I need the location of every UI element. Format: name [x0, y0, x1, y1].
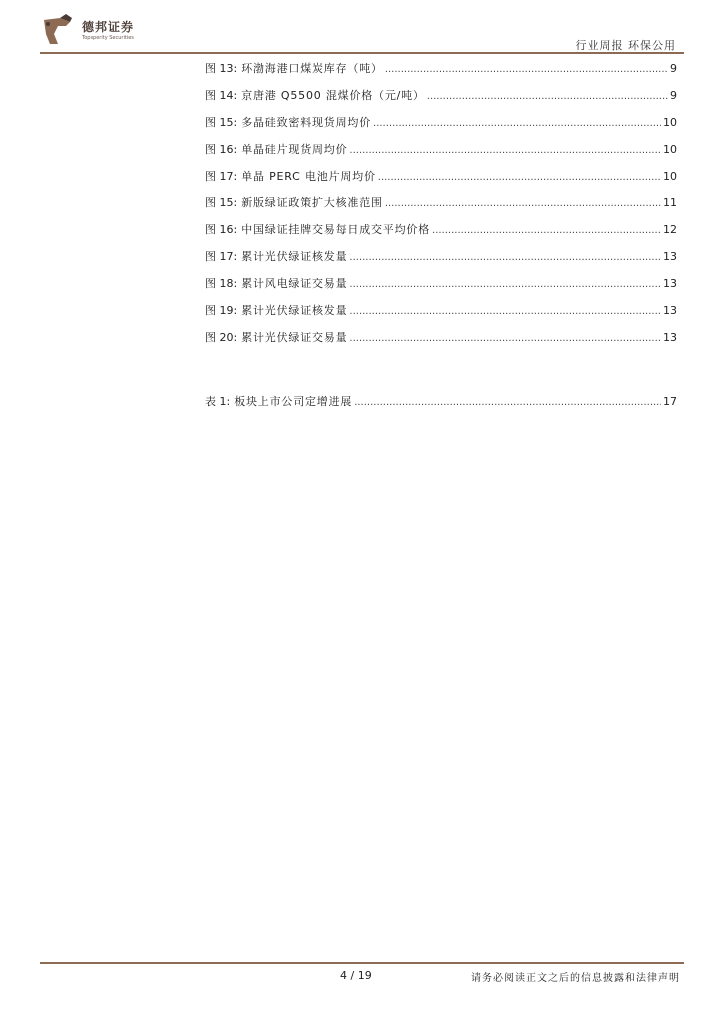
- toc-entry-label: 图 16:: [205, 142, 238, 156]
- toc-entry-page: 10: [663, 142, 677, 156]
- toc-entry-label: 图 13:: [205, 62, 238, 75]
- toc-leader-dots: [349, 333, 661, 344]
- toc-leader-dots: [432, 225, 661, 236]
- toc-entry-label: 图 17:: [205, 250, 238, 264]
- toc-entry[interactable]: [205, 194, 677, 221]
- toc-leader-dots: [373, 118, 661, 129]
- toc-entry-title: 多晶硅致密料现货周均价: [241, 115, 372, 129]
- logo-chinese-name: 德邦证券: [82, 20, 135, 34]
- logo-emblem-icon: [40, 14, 76, 48]
- toc-entry[interactable]: [205, 60, 677, 87]
- footer-divider: [40, 962, 684, 964]
- toc-entry-title: 板块上市公司定增进展: [234, 395, 353, 408]
- toc-entry-label: 表 1:: [205, 395, 231, 408]
- toc-leader-dots: [349, 279, 661, 290]
- logo-english-name: Topsperity Securities: [82, 35, 134, 41]
- report-category: 行业周报 环保公用: [575, 39, 676, 52]
- toc-entry-label: 图 15:: [205, 115, 238, 129]
- toc-entry[interactable]: [205, 141, 677, 168]
- toc-entry[interactable]: [205, 221, 677, 248]
- toc-leader-dots: [385, 198, 661, 209]
- toc-entry-page: 9: [670, 88, 677, 102]
- toc-entry[interactable]: [205, 275, 677, 302]
- toc-entry-title: 中国绿证挂牌交易每日成交平均价格: [241, 223, 431, 237]
- toc-entry-label: 图 16:: [205, 223, 238, 237]
- toc-entry-title: 单晶硅片现货周均价: [241, 142, 348, 156]
- toc-leader-dots: [349, 252, 661, 263]
- toc-entry-label: 图 19:: [205, 304, 238, 318]
- toc-entry[interactable]: [205, 329, 677, 356]
- header-divider: [40, 52, 684, 54]
- toc-entry-title: 累计风电绿证交易量: [241, 277, 348, 291]
- toc-entry[interactable]: [205, 302, 677, 329]
- toc-leader-dots: [349, 306, 661, 317]
- toc-entry-title: 累计光伏绿证核发量: [241, 304, 348, 318]
- toc-entry-label: 图 17:: [205, 169, 238, 183]
- toc-entry[interactable]: [205, 87, 677, 114]
- toc-table-entry[interactable]: [205, 393, 677, 420]
- toc-entry-page: 10: [663, 115, 677, 129]
- toc-entry-page: 13: [663, 330, 677, 344]
- toc-entry-page: 10: [663, 169, 677, 183]
- toc-entry-title: 新版绿证政策扩大核准范围: [241, 196, 383, 210]
- toc-entry-page: 9: [670, 62, 677, 75]
- toc-entry-page: 12: [663, 223, 677, 237]
- toc-entry[interactable]: [205, 248, 677, 275]
- toc-leader-dots: [378, 172, 661, 183]
- toc-entry-page: 13: [663, 277, 677, 291]
- toc-entry[interactable]: [205, 168, 677, 195]
- toc-leader-dots: [427, 91, 668, 102]
- table-toc: [205, 393, 677, 420]
- toc-entry-label: 图 14:: [205, 88, 238, 102]
- page-number: 4 / 19: [340, 969, 372, 982]
- footer-disclaimer: 请务必阅读正文之后的信息披露和法律声明: [471, 973, 680, 984]
- toc-entry-title: 累计光伏绿证交易量: [241, 330, 348, 344]
- toc-entry-page: 13: [663, 304, 677, 318]
- toc-leader-dots: [354, 397, 661, 408]
- toc-entry-label: 图 15:: [205, 196, 238, 210]
- toc-entry[interactable]: [205, 114, 677, 141]
- toc-leader-dots: [385, 64, 668, 75]
- toc-entry-title: 单晶 PERC 电池片周均价: [241, 169, 376, 183]
- figure-toc: [205, 60, 677, 356]
- toc-entry-page: 11: [663, 196, 677, 210]
- toc-entry-page: 13: [663, 250, 677, 264]
- toc-entry-title: 累计光伏绿证核发量: [241, 250, 348, 264]
- toc-entry-title: 京唐港 Q5500 混煤价格（元/吨）: [241, 88, 425, 102]
- toc-entry-page: 17: [663, 395, 677, 408]
- toc-entry-title: 环渤海港口煤炭库存（吨）: [241, 62, 383, 75]
- toc-entry-label: 图 18:: [205, 277, 238, 291]
- toc-entry-label: 图 20:: [205, 330, 238, 344]
- company-logo: [40, 14, 150, 50]
- toc-leader-dots: [349, 145, 661, 156]
